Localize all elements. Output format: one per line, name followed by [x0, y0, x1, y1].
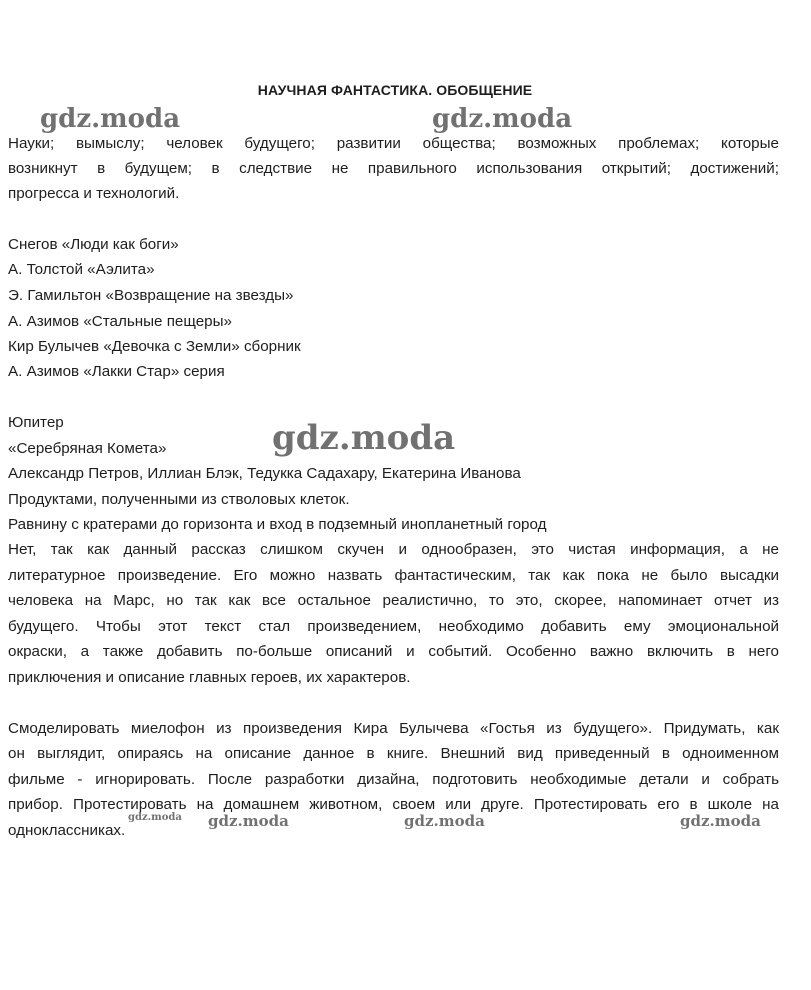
paragraph-2-line: человека на Марс, но так как все остальное реалистично, то это, скорее, напоминает отчет из — [8, 592, 779, 609]
paragraph-2-line: окраски, а также добавить по-больше описаний и событий. Особенно важно включить в него — [8, 643, 779, 660]
book-list-item: Э. Гамильтон «Возвращение на звезды» — [8, 287, 294, 304]
paragraph-2-line: Нет, так как данный рассказ слишком скучен и однообразен, это чистая информация, а не — [8, 541, 779, 558]
paragraph-3-line: одноклассниках. — [8, 822, 126, 839]
watermark: gdz.moda — [680, 812, 761, 830]
paragraph-3-line: прибор. Протестировать на домашнем животном, своем или друге. Протестировать его в школе на — [8, 796, 779, 813]
paragraph-3-line: фильме - игнорировать. После разработки дизайна, подготовить необходимые детали и собрать — [8, 771, 779, 788]
book-list-item: А. Толстой «Аэлита» — [8, 261, 155, 278]
book-list-item: Кир Булычев «Девочка с Земли» сборник — [8, 338, 301, 355]
paragraph-2-line: литературное произведение. Его можно назвать фантастическим, так как пока не было высадки — [8, 567, 779, 584]
watermark: gdz.moda — [40, 104, 181, 134]
answer-line: Продуктами, полученными из стволовых клеток. — [8, 491, 350, 508]
book-list-item: А. Азимов «Лакки Стар» серия — [8, 363, 225, 380]
answer-line: Александр Петров, Иллиан Блэк, Тедукка Садахару, Екатерина Иванова — [8, 465, 521, 482]
answer-line: Равнину с кратерами до горизонта и вход в подземный инопланетный город — [8, 516, 547, 533]
answer-line: Юпитер — [8, 414, 64, 431]
watermark: gdz.moda — [208, 812, 289, 830]
paragraph-1-line: прогресса и технологий. — [8, 185, 180, 202]
book-list-item: Снегов «Люди как боги» — [8, 236, 179, 253]
paragraph-3-line: Смоделировать миелофон из произведения Кира Булычева «Гостья из будущего». Придумать, как — [8, 720, 779, 737]
watermark: gdz.moda — [272, 418, 456, 458]
paragraph-1-line: возникнут в будущем; в следствие не правильного использования открытий; достижений; — [8, 160, 779, 177]
book-list-item: А. Азимов «Стальные пещеры» — [8, 313, 232, 330]
watermark: gdz.moda — [404, 812, 485, 830]
page-title: НАУЧНАЯ ФАНТАСТИКА. ОБОБЩЕНИЕ — [257, 82, 533, 98]
watermark: gdz.moda — [128, 812, 182, 823]
paragraph-1-line: Науки; вымыслу; человек будущего; развитии общества; возможных проблемах; которые — [8, 135, 779, 152]
paragraph-2-line: приключения и описание главных героев, их характеров. — [8, 669, 411, 686]
watermark: gdz.moda — [432, 104, 573, 134]
paragraph-2-line: будущего. Чтобы этот текст стал произведением, необходимо добавить ему эмоциональной — [8, 618, 779, 635]
answer-line: «Серебряная Комета» — [8, 440, 167, 457]
paragraph-3-line: он выглядит, опираясь на описание данное в книге. Внешний вид приведенный в одноименном — [8, 745, 779, 762]
